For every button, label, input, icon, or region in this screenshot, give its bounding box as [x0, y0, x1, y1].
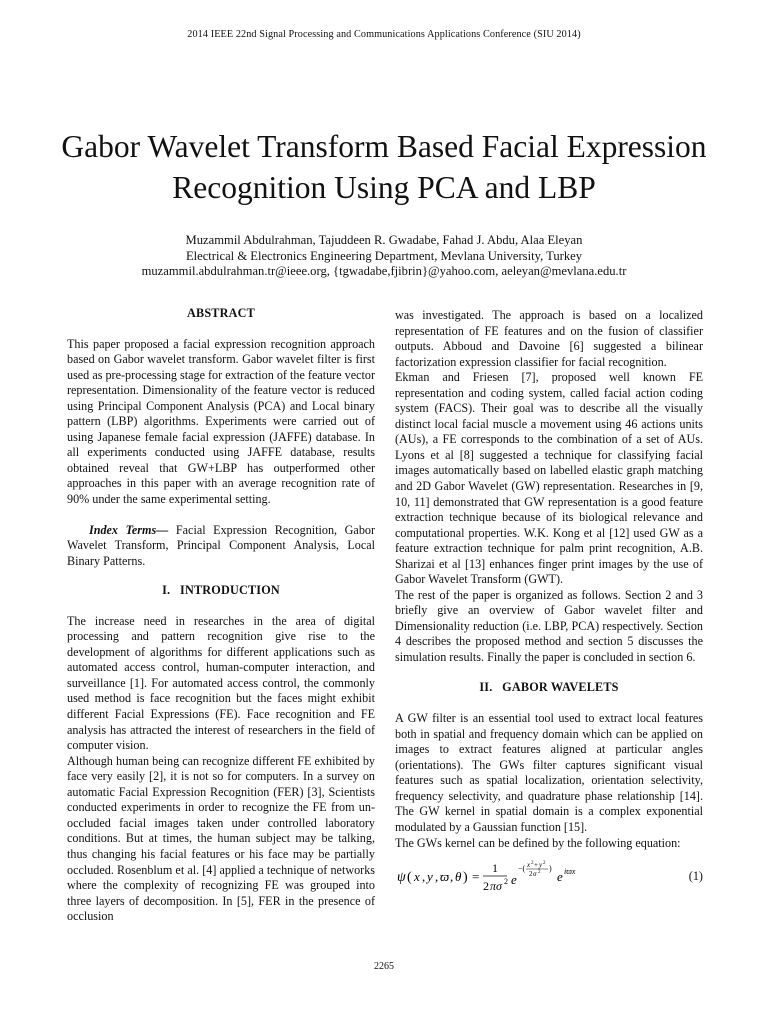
- title-line-1: Gabor Wavelet Transform Based Facial Expression: [61, 129, 707, 164]
- svg-text:): ): [549, 864, 552, 874]
- svg-text:2: 2: [538, 870, 541, 876]
- svg-text:2: 2: [529, 870, 533, 879]
- equation-number: (1): [688, 869, 703, 884]
- page-number: 2265: [374, 961, 394, 972]
- svg-text:−(: −(: [518, 864, 526, 874]
- intro-paragraph-1: The increase need in researches in the area of digital processing and pattern recognition give rise to the development of algorithms for different applications such as automated access control, human-computer interaction, and surveillance [1]. For automated access control, the commonly used method is face recognition but the faces might exhibit different Facial Expressions (FE). Face recognition and FE analysis has attracted the interest of researchers in the field of computer vision.: [67, 613, 375, 753]
- svg-text:σ: σ: [533, 870, 537, 879]
- title-line-2: Recognition Using PCA and LBP: [172, 170, 596, 205]
- equation-formula: [395, 857, 635, 899]
- gabor-paragraph-1: A GW filter is an essential tool used to extract local features both in spatial and frequency domain which can be applied on images to extract features aligned at particular angles (orientations). The GWs filter captures significant visual features such as spatial localization, orientation selectivity, frequency selectivity, and quadrature phase relationship [14]. The GW kernel in spatial domain is a complex exponential modulated by a Gaussian function [15].: [395, 711, 703, 834]
- svg-text:e: e: [511, 872, 517, 888]
- intro-paragraph-3: was investigated. The approach is based on a localized representation of FE features and on the fusion of classifier outputs. Abboud and Davoine [6] suggested a bilinear factorization expression classifier for facial recognition.: [395, 308, 703, 369]
- right-column: [395, 308, 703, 899]
- gabor-heading: II. GABOR WAVELETS: [479, 679, 619, 694]
- svg-text:y: y: [539, 861, 543, 870]
- svg-text:,: ,: [422, 869, 426, 885]
- svg-text:2: 2: [531, 861, 534, 867]
- author-affiliation: Electrical & Electronics Engineering Department, Mevlana University, Turkey: [185, 248, 583, 263]
- abstract-body: This paper proposed a facial expression recognition approach based on Gabor wavelet transform. Gabor wavelet filter is first used as pre-processing stage for extraction of the feature vector representation. Dimensionality of the feature vector is reduced using Principal Component Analysis (PCA) and Local binary pattern (LBP) algorithms. Experiments were carried out of using Japanese female facial expression (JAFFE) database. In all experiments conducted using JAFFE database, results obtained reveal that GW+LBP has outperformed other approaches in this paper with an average recognition rate of 90% under the same experimental setting.: [67, 336, 375, 507]
- svg-text:πσ: πσ: [490, 879, 502, 894]
- gabor-kernel-equation: [395, 857, 703, 899]
- gabor-paragraph-2: The GWs kernel can be defined by the following equation:: [395, 835, 681, 850]
- svg-text:θ: θ: [455, 869, 462, 885]
- svg-text:(: (: [407, 870, 412, 886]
- intro-paragraph-5: The rest of the paper is organized as follows. Section 2 and 3 briefly give an overview of Gabor wavelet filter and Dimensionality reduction (i.e. LBP, PCA) respectively. Section 4 describes the proposed method and section 5 discusses the simulation results. Finally the paper is concluded in section 6.: [395, 587, 703, 665]
- conference-header: 2014 IEEE 22nd Signal Processing and Communications Applications Conference (SIU 2014): [187, 29, 581, 40]
- svg-text:): ): [463, 870, 468, 886]
- svg-text:2: 2: [483, 879, 489, 894]
- svg-text:x: x: [414, 869, 420, 885]
- svg-text:+: +: [534, 861, 538, 870]
- svg-text:1: 1: [492, 861, 498, 876]
- author-emails: muzammil.abdulrahman.tr@ieee.org, {tgwadabe,fjibrin}@yahoo.com, aeleyan@mevlana.edu.tr: [141, 264, 627, 279]
- intro-heading: I. INTRODUCTION: [162, 583, 280, 598]
- author-block: [0, 233, 768, 280]
- svg-text:ϖ: ϖ: [440, 869, 450, 885]
- svg-text:2: 2: [543, 861, 546, 867]
- abstract-heading: ABSTRACT: [187, 306, 255, 320]
- svg-text:x: x: [527, 861, 531, 870]
- svg-text:y: y: [427, 869, 433, 885]
- left-column: [67, 306, 375, 925]
- svg-text:2: 2: [504, 877, 508, 887]
- svg-text:,: ,: [435, 869, 439, 885]
- svg-text:=: =: [472, 869, 480, 885]
- index-terms: [67, 523, 375, 570]
- index-terms-label: Index Terms—: [89, 522, 169, 537]
- svg-text:ψ: ψ: [397, 870, 406, 886]
- paper-title: [30, 126, 738, 208]
- intro-paragraph-2: Although human being can recognize different FE exhibited by face very easily [2], it is not so for computers. In a survey on automatic Facial Expression Recognition (FER) [3], Scientists conducted experiments in order to recognize the FE from un-occluded facial images taken under controlled laboratory conditions. But at times, the human subject may be talking, thus changing his facial features or his face may be partially occluded. Rosenblum et al. [4] applied a technique of networks where the complexity of recognizing FE was grouped into three layers of decomposition. In [5], FER in the presence of occlusion: [67, 753, 375, 924]
- intro-paragraph-4: Ekman and Friesen [7], proposed well known FE representation and coding system, called facial action coding system (FACS). Their goal was to describe all the visually distinct local facial muscle a movement using 46 actions units (AUs), a FE corresponds to the combination of a set of AUs. Lyons et al [8] suggested a technique for classifying facial images automatically based on labelled elastic graph matching and 2D Gabor Wavelet (GW) representation. Researches in [9, 10, 11] demonstrated that GW representation is a good feature extraction technique because of its biological relevance and computational properties. W.K. Kong et al [12] used GW as a feature extraction technique for palm print recognition, A.B. Sharizai et al [13] enhances finger print images by the use of Gabor Wavelet Transform (GWT).: [395, 370, 703, 587]
- index-terms-list: Facial Expression Recognition, Gabor Wavelet Transform, Principal Component Analysis, Local Binary Patterns.: [67, 522, 376, 568]
- svg-text:iϖx: iϖx: [564, 867, 576, 877]
- svg-text:,: ,: [450, 869, 454, 885]
- author-names: Muzammil Abdulrahman, Tajuddeen R. Gwadabe, Fahad J. Abdu, Alaa Eleyan: [185, 233, 583, 247]
- svg-text:e: e: [557, 869, 563, 885]
